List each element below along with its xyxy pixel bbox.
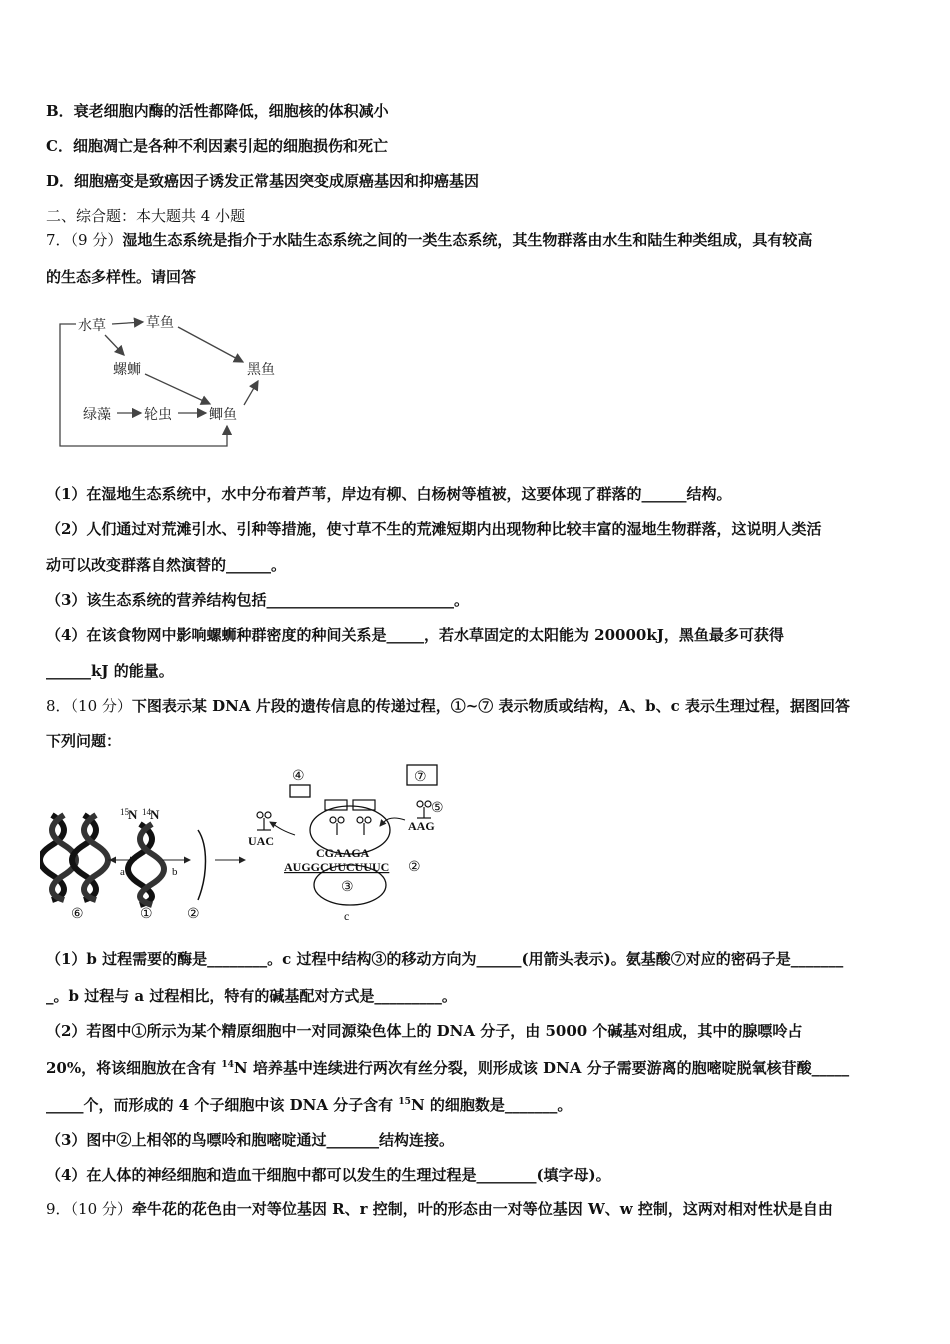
arrow-shuicao-luosi (105, 335, 124, 355)
node-lunchong: 轮虫 (144, 407, 172, 423)
q9-number: 9．（10 分） (46, 1200, 132, 1218)
arrow-shuicao-caoyu (112, 322, 143, 324)
text: N 的细胞数是_______。 (410, 1096, 573, 1114)
q8-part2-line1: （2）若图中①所示为某个精原细胞中一对同源染色体上的 DNA 分子，由 5000 个碱基对组成，其中的腺嘌呤占 (46, 1022, 803, 1040)
q8-stem-line2: 下列问题： (46, 732, 122, 750)
label-1: ① (140, 907, 153, 922)
food-web-diagram (50, 305, 300, 455)
q8-number: 8．（10 分） (46, 697, 132, 715)
q7-stem-line2: 的生态多样性。请回答 (46, 268, 197, 286)
section-heading: 二、综合题：本大题共 4 小题 (46, 207, 246, 225)
label-2b: ② (408, 860, 421, 875)
superscript: 14 (221, 1060, 234, 1070)
label-15-n: N (128, 807, 138, 822)
q8-stem-line1 (46, 696, 850, 716)
trna-free-left (257, 812, 271, 830)
anticodons-cgaaga: CGAAGA (316, 846, 370, 860)
amino-acid-2 (353, 800, 375, 810)
q7-stem-line1 (46, 230, 812, 250)
trna-free-right (417, 801, 431, 818)
trna-bound (330, 817, 371, 835)
q7-part1: （1）在湿地生态系统中，水中分布着芦苇，岸边有柳、白杨树等植被，这要体现了群落的______结构。 (46, 485, 732, 503)
text: 20%，将该细胞放在含有 (46, 1059, 222, 1077)
node-shuicao: 水草 (78, 318, 106, 334)
box-4 (290, 785, 310, 797)
q7-part4-line2: ______kJ 的能量。 (46, 662, 174, 680)
q7-part3: （3）该生态系统的营养结构包括_________________________。 (46, 591, 469, 609)
node-lvzao: 绿藻 (83, 407, 111, 423)
label-5: ⑤ (431, 801, 444, 816)
q9-stem-line1 (46, 1199, 833, 1219)
node-heiyu: 黑鱼 (247, 362, 275, 378)
node-caoyu: 草鱼 (146, 315, 174, 331)
label-a: a (120, 866, 125, 878)
dna-transfer-diagram (40, 760, 460, 930)
label-14-sup: 14 (142, 807, 151, 817)
q8-stem: 下图表示某 DNA 片段的遗传信息的传递过程，①~⑦ 表示物质或结构，A、b、c 表示生理过程，据图回答 (131, 697, 850, 715)
label-b: b (172, 866, 178, 878)
label-6: ⑥ (71, 907, 84, 922)
label-2: ② (187, 907, 200, 922)
dna-helix-6 (40, 815, 108, 900)
q8-part1-line2: _。b 过程与 a 过程相比，特有的碱基配对方式是_________。 (46, 987, 457, 1005)
arrow-shuicao-jiyu-loop (60, 324, 227, 446)
mrna-sequence: AUGGCUUCUUUC (284, 860, 390, 874)
dna-helix-1 (128, 824, 164, 905)
label-3: ③ (341, 880, 354, 895)
option-c: C．细胞凋亡是各种不利因素引起的细胞损伤和死亡 (46, 137, 388, 155)
text: _____个，而形成的 4 个子细胞中该 DNA 分子含有 (46, 1096, 399, 1114)
q7-part2-line2: 动可以改变群落自然演替的______。 (46, 556, 287, 574)
label-4: ④ (292, 769, 305, 784)
q7-number: 7．（9 分） (46, 231, 123, 249)
q8-part1-line1: （1）b 过程需要的酶是________。c 过程中结构③的移动方向为______(用箭头表示)。氨基酸⑦对应的密码子是_______ (46, 950, 844, 968)
arrow-caoyu-heiyu (178, 327, 243, 362)
q8-part2-line3 (46, 1095, 572, 1115)
node-luosi: 螺蛳 (113, 362, 141, 378)
q8-part2-line2 (46, 1058, 849, 1078)
superscript: 15 (398, 1097, 411, 1107)
q8-part4: （4）在人体的神经细胞和造血干细胞中都可以发生的生理过程是________(填字母)。 (46, 1166, 611, 1184)
label-c: c (344, 909, 350, 923)
arrow-luosi-jiyu (145, 374, 210, 404)
label-14-n: N (150, 807, 160, 822)
anticodon-uac: UAC (248, 834, 274, 848)
q9-stem: 牵牛花的花色由一对等位基因 R、r 控制，叶的形态由一对等位基因 W、w 控制，这两对相对性状是自由 (131, 1200, 833, 1218)
amino-acid-1 (325, 800, 347, 810)
q7-stem: 湿地生态系统是指介于水陆生态系统之间的一类生态系统，其生物群落由水生和陆生种类组成，具有较高 (122, 231, 813, 249)
q7-part2-line1: （2）人们通过对荒滩引水、引种等措施，使寸草不生的荒滩短期内出现物种比较丰富的湿地生物群落，这说明人类活 (46, 520, 822, 538)
arrow-trna-enter (380, 818, 405, 826)
label-15-sup: 15 (120, 807, 129, 817)
node-jiyu: 鲫鱼 (209, 407, 237, 423)
mrna-strand (198, 830, 206, 900)
codon-aag: AAG (408, 819, 435, 833)
option-b: B．衰老细胞内酶的活性都降低，细胞核的体积减小 (46, 102, 389, 120)
q8-part3: （3）图中②上相邻的鸟嘌呤和胞嘧啶通过_______结构连接。 (46, 1131, 454, 1149)
option-d: D．细胞癌变是致癌因子诱发正常基因突变成原癌基因和抑癌基因 (46, 172, 480, 190)
q7-part4-line1: （4）在该食物网中影响螺蛳种群密度的种间关系是_____，若水草固定的太阳能为 20000kJ，黑鱼最多可获得 (46, 626, 784, 644)
arrow-jiyu-heiyu (244, 381, 258, 405)
label-7: ⑦ (414, 770, 427, 785)
text: N 培养基中连续进行两次有丝分裂，则形成该 DNA 分子需要游离的胞嘧啶脱氧核苷酸_____ (233, 1059, 850, 1077)
